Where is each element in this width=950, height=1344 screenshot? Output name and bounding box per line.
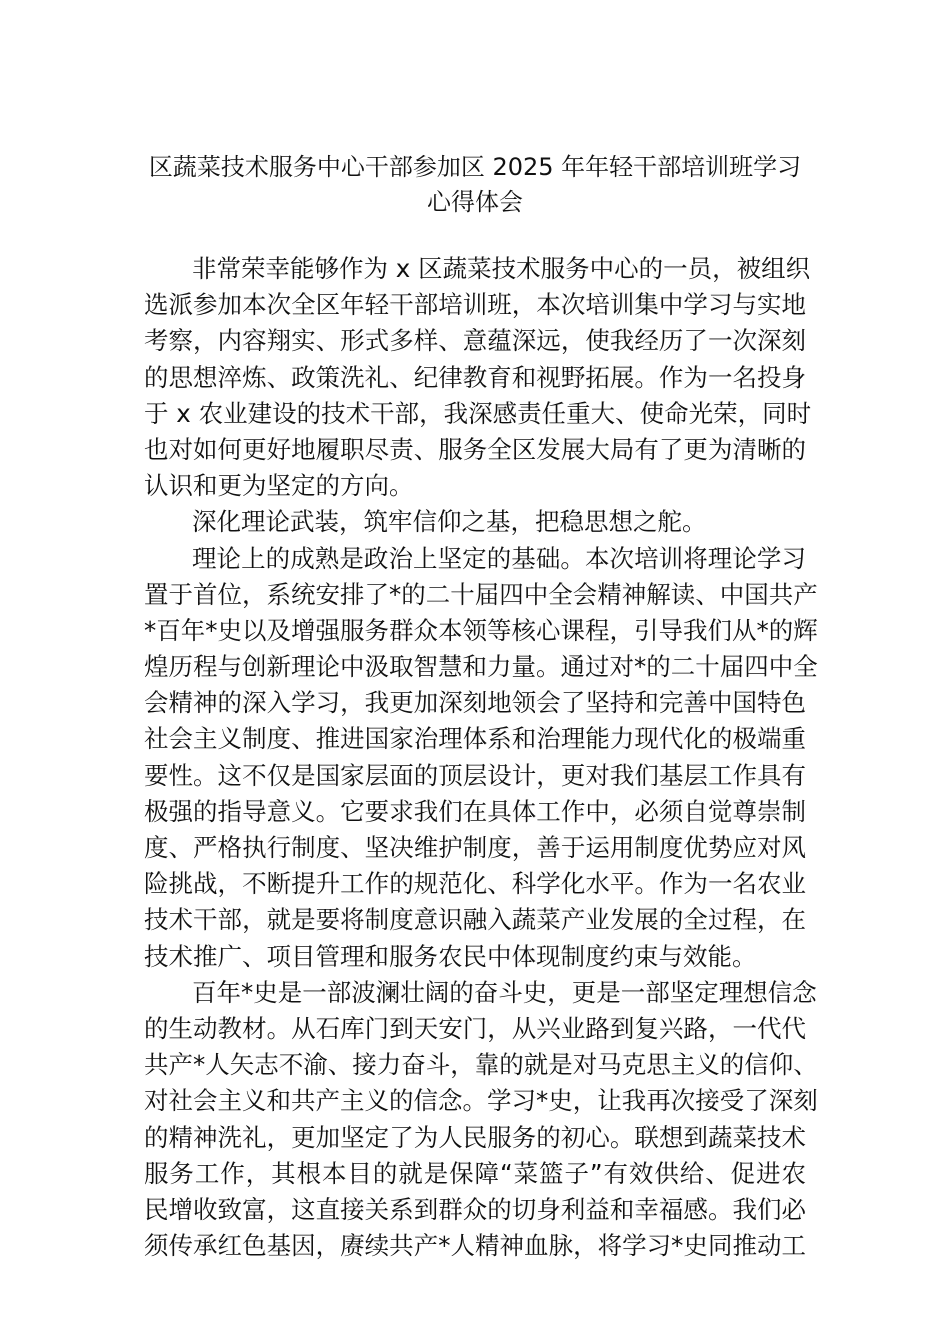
text-line: 度、严格执行制度、坚决维护制度，善于运用制度优势应对风	[144, 833, 806, 862]
text-line: 理论上的成熟是政治上坚定的基础。本次培训将理论学习	[192, 543, 806, 573]
text-line: 共产*人矢志不渝、接力奋斗，靠的就是对马克思主义的信仰、	[144, 1050, 818, 1080]
text-line: 对社会主义和共产主义的信念。学习*史，让我再次接受了深刻	[144, 1086, 818, 1116]
text-line: 置于首位，系统安排了*的二十届四中全会精神解读、中国共产	[144, 579, 818, 609]
text-line: 也对如何更好地履职尽责、服务全区发展大局有了更为清晰的	[144, 434, 806, 464]
text-line: 考察，内容翔实、形式多样、意蕴深远，使我经历了一次深刻	[144, 326, 806, 356]
text-line: 的精神洗礼，更加坚定了为人民服务的初心。联想到蔬菜技术	[144, 1122, 806, 1152]
text-line: 煌历程与创新理论中汲取智慧和力量。通过对*的二十届四中全	[144, 652, 818, 682]
text-line: 的思想淬炼、政策洗礼、纪律教育和视野拓展。作为一名投身	[144, 362, 806, 392]
document-body	[144, 251, 818, 1264]
text-line: 选派参加本次全区年轻干部培训班，本次培训集中学习与实地	[144, 290, 806, 320]
paragraph-intro	[144, 251, 812, 504]
text-line: 要性。这不仅是国家层面的顶层设计，更对我们基层工作具有	[144, 760, 806, 790]
text-line: 极强的指导意义。它要求我们在具体工作中，必须自觉尊崇制	[144, 796, 806, 826]
text-line: *百年*史以及增强服务群众本领等核心课程，引导我们从*的辉	[144, 615, 818, 645]
paragraph-theory	[144, 541, 818, 975]
text-line: 的生动教材。从石库门到天安门，从兴业路到复兴路，一代代	[144, 1013, 806, 1043]
text-line: 深化理论武装，筑牢信仰之基，把稳思想之舵。	[192, 507, 707, 537]
text-line: 服务工作，其根本目的就是保障“菜篮子”有效供给、促进农	[144, 1158, 806, 1188]
title-line-1: 区蔬菜技术服务中心干部参加区 2025 年年轻干部培训班学习	[148, 153, 802, 181]
paragraph-section-heading	[144, 504, 806, 540]
text-line: 技术推广、项目管理和服务农民中体现制度约束与效能。	[144, 941, 757, 971]
text-line: 认识和更为坚定的方向。	[144, 471, 414, 501]
text-line: 于 x 农业建设的技术干部，我深感责任重大、使命光荣，同时	[144, 398, 812, 428]
text-line: 技术干部，就是要将制度意识融入蔬菜产业发展的全过程，在	[144, 905, 806, 935]
text-line: 须传承红色基因，赓续共产*人精神血脉，将学习*史同推动工	[144, 1231, 806, 1261]
document-title	[120, 150, 830, 220]
paragraph-history	[144, 975, 818, 1265]
text-line: 民增收致富，这直接关系到群众的切身利益和幸福感。我们必	[144, 1194, 806, 1224]
text-line: 非常荣幸能够作为 x 区蔬菜技术服务中心的一员，被组织	[192, 254, 811, 283]
text-line: 社会主义制度、推进国家治理体系和治理能力现代化的极端重	[144, 724, 806, 754]
title-line-2: 心得体会	[427, 188, 523, 216]
text-line: 险挑战，不断提升工作的规范化、科学化水平。作为一名农业	[144, 869, 806, 899]
text-line: 会精神的深入学习，我更加深刻地领会了坚持和完善中国特色	[144, 688, 806, 718]
text-line: 百年*史是一部波澜壮阔的奋斗史，更是一部坚定理想信念	[192, 977, 817, 1007]
